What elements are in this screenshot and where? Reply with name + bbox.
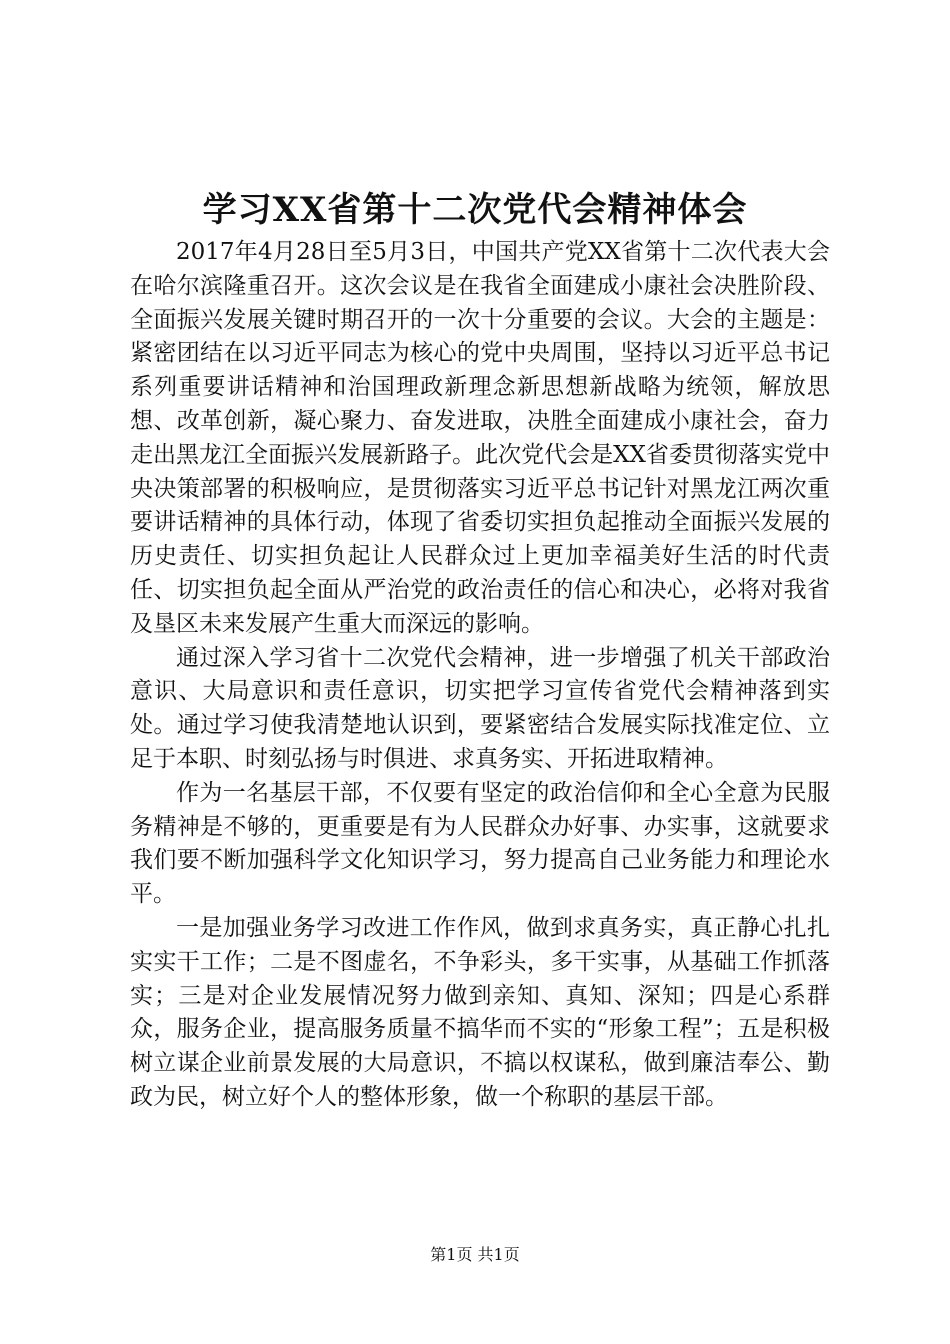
document-title: 学习XX省第十二次党代会精神体会 — [202, 190, 748, 230]
page-footer: 第1页 共1页 — [430, 1245, 520, 1264]
paragraph-4: 一是加强业务学习改进工作作风，做到求真务实，真正静心扎扎实实干工作；二是不图虚名，不争彩头，多干实事，从基础工作抓落实；三是对企业发展情况努力做到亲知、真知、深知；四是心系群众，服务企业，提高服务质量不搞华而不实的“形象工程”；五是积极树立谋企业前景发展的大局意识，不搞以权谋私，做到廉洁奉公、勤政为民，树立好个人的整体形象，做一个称职的基层干部。 — [130, 914, 830, 1110]
paragraph-1: 2017年4月28日至5月3日，中国共产党XX省第十二次代表大会在哈尔滨隆重召开。这次会议是在我省全面建成小康社会决胜阶段、全面振兴发展关键时期召开的一次十分重要的会议。大会的主题是：紧密团结在以习近平同志为核心的党中央周围，坚持以习近平总书记系列重要讲话精神和治国理政新理念新思想新战略为统领，解放思想、改革创新，凝心聚力、奋发进取，决胜全面建成小康社会，奋力走出黑龙江全面振兴发展新路子。此次党代会是XX省委贯彻落实党中央决策部署的积极响应，是贯彻落实习近平总书记针对黑龙江两次重要讲话精神的具体行动，体现了省委切实担负起推动全面振兴发展的历史责任、切实担负起让人民群众过上更加幸福美好生活的时代责任、切实担负起全面从严治党的政治责任的信心和决心，必将对我省及垦区未来发展产生重大而深远的影响。 — [130, 239, 830, 637]
paragraph-3: 作为一名基层干部，不仅要有坚定的政治信仰和全心全意为民服务精神是不够的，更重要是有为人民群众办好事、办实事，这就要求我们要不断加强科学文化知识学习，努力提高自己业务能力和理论水平。 — [130, 779, 830, 908]
paragraph-2: 通过深入学习省十二次党代会精神，进一步增强了机关干部政治意识、大局意识和责任意识，切实把学习宣传省党代会精神落到实处。通过学习使我清楚地认识到，要紧密结合发展实际找准定位、立足于本职、时刻弘扬与时俱进、求真务实、开拓进取精神。 — [130, 644, 830, 772]
document-body — [130, 236, 830, 1115]
